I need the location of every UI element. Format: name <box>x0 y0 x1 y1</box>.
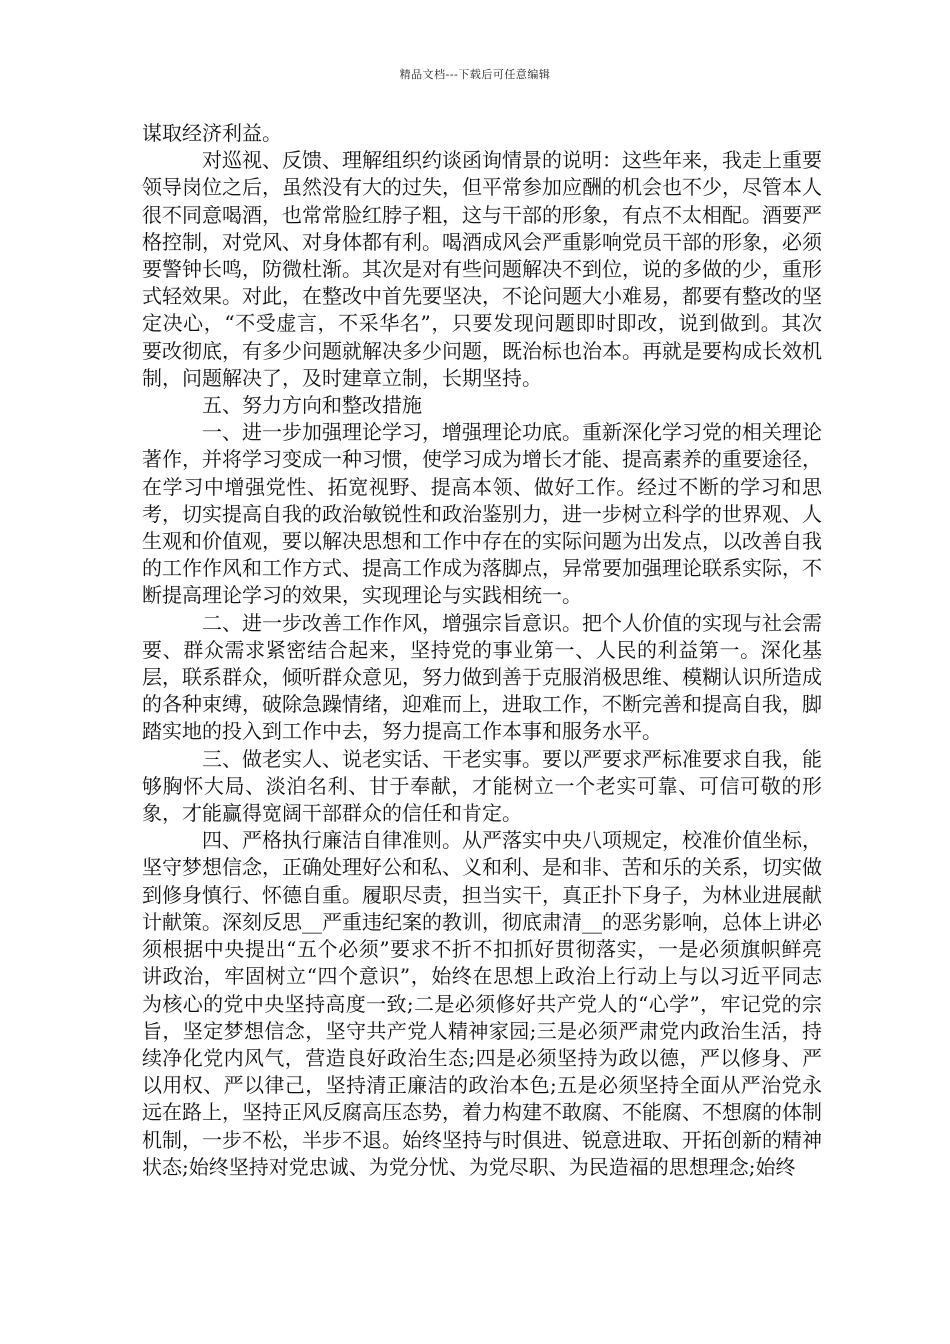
page-header: 精品文档---下载后可任意编辑 <box>399 68 551 81</box>
paragraph: 对巡视、反馈、理解组织约谈函询情景的说明：这些年来，我走上重要领导岗位之后，虽然没有大的过失，但平常参加应酬的机会也不少，尽管本人很不同意喝酒，也常常脸红脖子粗，这与干部的形象，有点不太相配。酒要严格控制，对党风、对身体都有利。喝酒成风会严重影响党员干部的形象，必须要警钟长鸣，防微杜渐。其次是对有些问题解决不到位，说的多做的少，重形式轻效果。对此，在整改中首先要坚决，不论问题大小难易，都要有整改的坚定决心，“不受虚言，不采华名”，只要发现问题即时即改，说到做到。其次要改彻底，有多少问题就解决多少问题，既治标也治本。再就是要构成长效机制，问题解决了，及时建章立制，长期坚持。 <box>142 148 822 390</box>
paragraph: 谋取经济利益。 <box>142 121 282 145</box>
document-body <box>142 120 822 1181</box>
paragraph: 四、严格执行廉洁自律准则。从严落实中央八项规定，校准价值坐标，坚守梦想信念，正确处理好公和私、义和利、是和非、苦和乐的关系，切实做到修身慎行、怀德自重。履职尽责，担当实干，真正扑下身子，为林业进展献计献策。深刻反思__严重违纪案的教训，彻底肃清__的恶劣影响，总体上讲必须根据中央提出“五个必须”要求不折不扣抓好贯彻落实，一是必须旗帜鲜亮讲政治，牢固树立“四个意识”，始终在思想上政治上行动上与以习近平同志为核心的党中央坚持高度一致;二是必须修好共产党人的“心学”，牢记党的宗旨，坚定梦想信念，坚守共产党人精神家园;三是必须严肃党内政治生活，持续净化党内风气，营造良好政治生态;四是必须坚持为政以德，严以修身、严以用权、严以律己，坚持清正廉洁的政治本色;五是必须坚持全面从严治党永远在路上，坚持正风反腐高压态势，着力构建不敢腐、不能腐、不想腐的体制机制，一步不松，半步不退。始终坚持与时俱进、锐意进取、开拓创新的精神状态;始终坚持对党忠诚、为党分忧、为党尽职、为民造福的思想理念;始终 <box>142 828 822 1179</box>
section-heading: 五、努力方向和整改措施 <box>202 393 422 418</box>
paragraph: 一、进一步加强理论学习，增强理论功底。重新深化学习党的相关理论著作，并将学习变成一种习惯，使学习成为增长才能、提高素养的重要途径，在学习中增强党性、拓宽视野、提高本领、做好工作。经过不断的学习和思考，切实提高自我的政治敏锐性和政治鉴别力，进一步树立科学的世界观、人生观和价值观，要以解决思想和工作中存在的实际问题为出发点，以改善自我的工作作风和工作方式、提高工作成为落脚点，异常要加强理论联系实际，不断提高理论学习的效果，实现理论与实践相统一。 <box>142 420 822 608</box>
paragraph: 二、进一步改善工作作风，增强宗旨意识。把个人价值的实现与社会需要、群众需求紧密结合起来，坚持党的事业第一、人民的利益第一。深化基层，联系群众，倾听群众意见，努力做到善于克服消极思维、模糊认识所造成的各种束缚，破除急躁情绪，迎难而上，进取工作，不断完善和提高自我，脚踏实地的投入到工作中去，努力提高工作本事和服务水平。 <box>142 610 822 744</box>
paragraph: 三、做老实人、说老实话、干老实事。要以严要求严标准要求自我，能够胸怀大局、淡泊名利、甘于奉献，才能树立一个老实可靠、可信可敬的形象，才能赢得宽阔干部群众的信任和肯定。 <box>142 746 822 826</box>
